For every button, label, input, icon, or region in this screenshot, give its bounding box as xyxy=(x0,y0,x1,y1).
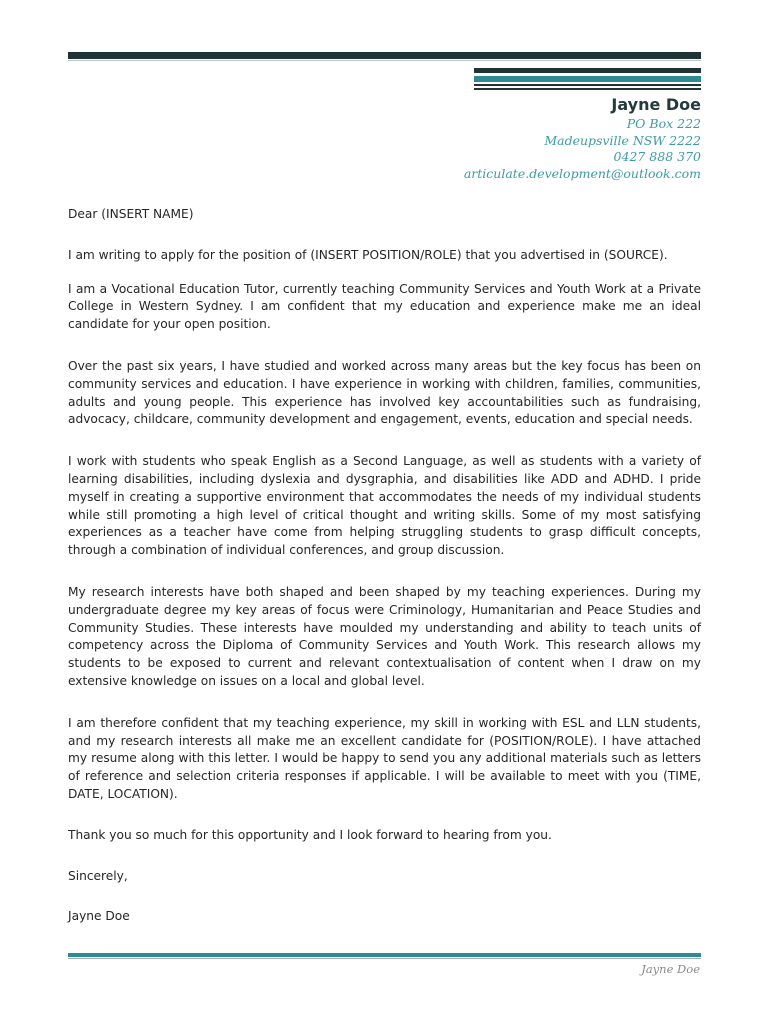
paragraph: My research interests have both shaped and been shaped by my teaching experiences. During my undergraduate degree my key areas of focus were Criminology, Humanitarian and Peace Studies and Community Studies. These interests have moulded my understanding and ability to teach units of competency across the Diploma of Community Services and Youth Work. This research allows my students to be exposed to current and relevant contextualisation of content when I draw on my extensive knowledge on issues on a local and global level. xyxy=(68,584,701,688)
header-rule xyxy=(68,52,701,59)
header-stripe xyxy=(474,68,701,73)
paragraph: I work with students who speak English as a Second Language, as well as students with a variety of learning disabilities, including dyslexia and dysgraphia, and disabilities like ADD and ADHD. I pride myself in creating a supportive environment that accommodates the needs of my individual students while still promoting a high level of critical thought and writing skills. Some of my most satisfying experiences as a teacher have come from helping struggling students to grasp difficult concepts, through a combination of individual conferences, and group discussion. xyxy=(68,454,701,558)
footer-name: Jayne Doe xyxy=(641,962,700,976)
header-stripe xyxy=(474,76,701,82)
signature: Jayne Doe xyxy=(68,909,130,924)
greeting: Dear (INSERT NAME) xyxy=(68,207,194,221)
sender-name: Jayne Doe xyxy=(611,95,701,114)
paragraph: Thank you so much for this opportunity and I look forward to hearing from you. xyxy=(68,827,552,842)
sender-phone: 0427 888 370 xyxy=(613,149,701,164)
closing: Sincerely, xyxy=(68,868,128,883)
footer-rule xyxy=(68,953,701,957)
sender-address-line2: Madeupsville NSW 2222 xyxy=(544,132,701,148)
paragraph: I am a Vocational Education Tutor, currently teaching Community Services and Youth Work at a Private College in Western Sydney. I am confident that my education and experience make me an ideal candidate for your open position. xyxy=(68,281,701,332)
paragraph: I am therefore confident that my teaching experience, my skill in working with ESL and LLN students, and my research interests all make me an excellent candidate for (POSITION/ROLE). I have attached my resume along with this letter. I would be happy to send you any additional materials such as letters of reference and selection criteria responses if applicable. I will be available to meet with you (TIME, DATE, LOCATION). xyxy=(68,715,701,801)
header-stripe xyxy=(474,84,701,86)
sender-email[interactable]: articulate.development@outlook.com xyxy=(463,165,701,181)
sender-address-line1: PO Box 222 xyxy=(626,116,701,131)
sender-block xyxy=(464,94,701,182)
letter-body xyxy=(68,206,701,926)
paragraph: I am writing to apply for the position of (INSERT POSITION/ROLE) that you advertised in (SOURCE). xyxy=(68,247,668,262)
paragraph: Over the past six years, I have studied and worked across many areas but the key focus has been on community services and education. I have experience in working with children, families, communities, adults and young people. This experience has involved key accountabilities such as fundraising, advocacy, childcare, community development and engagement, events, education and special needs. xyxy=(68,358,701,427)
header-stripe xyxy=(474,88,701,90)
header-stripes xyxy=(474,68,701,94)
